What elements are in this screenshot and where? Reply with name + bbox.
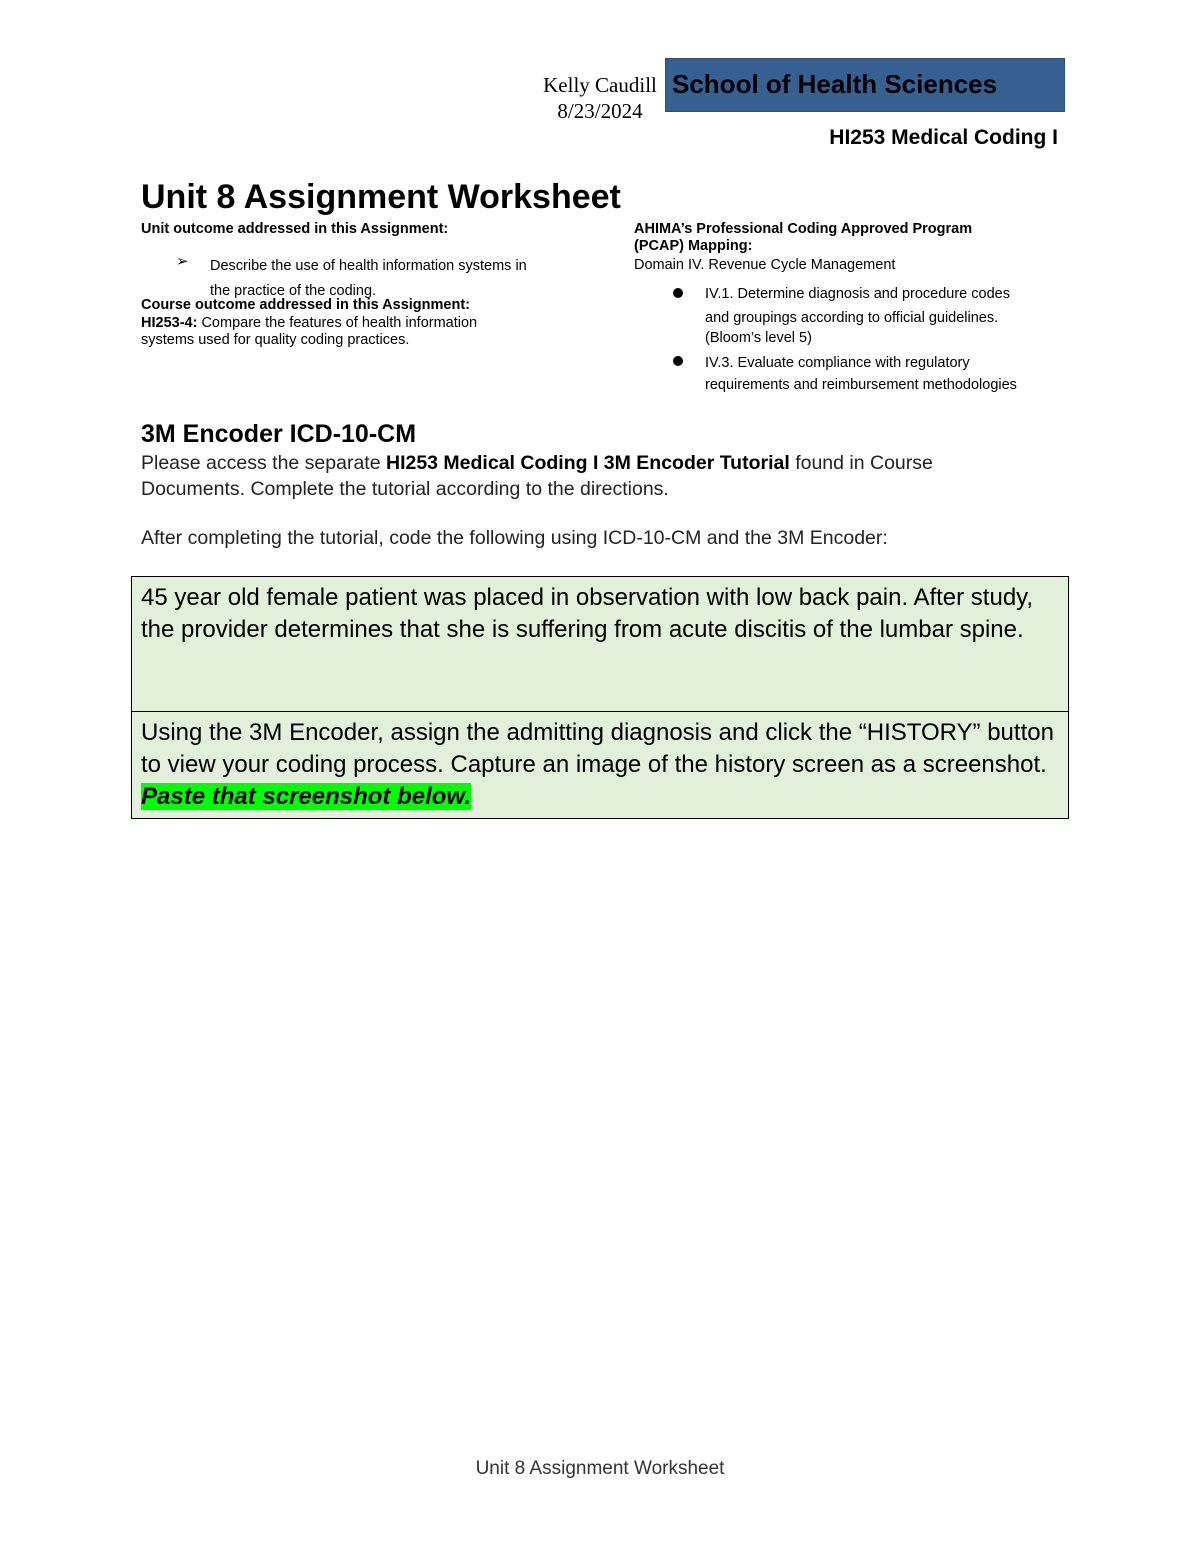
unit-outcome-line1: Describe the use of health information systems in	[210, 258, 527, 274]
author-name: Kelly Caudill	[543, 73, 657, 97]
section-heading: 3M Encoder ICD-10-CM	[141, 420, 417, 448]
intro-line2: Documents. Complete the tutorial according to the directions.	[141, 478, 669, 500]
submission-date: 8/23/2024	[557, 99, 643, 123]
pcap-label-line2: (PCAP) Mapping:	[634, 238, 753, 254]
pcap-item	[705, 284, 1010, 348]
unit-outcome-label: Unit outcome addressed in this Assignment:	[141, 221, 449, 237]
arrow-bullet-icon: ➢	[176, 253, 189, 270]
page-title: Unit 8 Assignment Worksheet	[141, 178, 621, 216]
paste-highlight: Paste that screenshot below.	[141, 783, 471, 810]
pcap-item-line: and groupings according to official guidelines.	[705, 310, 999, 326]
course-outcome-label: Course outcome addressed in this Assignment:	[141, 297, 470, 313]
pcap-label-line1: AHIMA’s Professional Coding Approved Program	[634, 221, 973, 237]
pcap-item-line: requirements and reimbursement methodologies	[705, 377, 1017, 393]
section-instruction: After completing the tutorial, code the following using ICD-10-CM and the 3M Encoder:	[141, 527, 888, 549]
pcap-item-line: (Bloom’s level 5)	[705, 330, 812, 346]
pcap-item	[705, 352, 1017, 396]
unit-outcome-line2: the practice of the coding.	[210, 283, 377, 299]
author-block	[535, 72, 665, 124]
table-row	[132, 712, 1069, 819]
bullet-dot-icon	[673, 288, 683, 298]
bullet-dot-icon	[673, 356, 683, 366]
course-outcome-line2: systems used for quality coding practices.	[141, 332, 410, 348]
pcap-domain: Domain IV. Revenue Cycle Management	[634, 257, 896, 273]
school-banner	[665, 58, 1065, 112]
pcap-item-line: IV.1. Determine diagnosis and procedure codes	[705, 286, 1010, 302]
table-row	[132, 577, 1069, 712]
case-cell: 45 year old female patient was placed in observation with low back pain. After study, the provider determines that she is suffering from acute discitis of the lumbar spine.	[132, 577, 1069, 712]
instruction-text: Using the 3M Encoder, assign the admitting diagnosis and click the “HISTORY” button to view your coding process. Capture an image of the history screen as a screenshot.	[141, 719, 1054, 778]
intro-post: found in Course	[789, 452, 933, 474]
section-intro	[141, 450, 1041, 502]
school-name: School of Health Sciences	[672, 69, 998, 99]
course-outcome-line1: Compare the features of health information	[197, 315, 478, 331]
course-outcome-text	[141, 315, 477, 349]
instruction-cell	[132, 712, 1069, 819]
task-table	[131, 576, 1069, 819]
pcap-item-line: IV.3. Evaluate compliance with regulatory	[705, 355, 970, 371]
page-footer: Unit 8 Assignment Worksheet	[475, 1458, 725, 1479]
intro-pre: Please access the separate	[141, 452, 386, 474]
pcap-label	[634, 221, 972, 255]
course-name: HI253 Medical Coding I	[829, 126, 1058, 149]
course-outcome-code: HI253-4:	[141, 315, 198, 331]
tutorial-title: HI253 Medical Coding I 3M Encoder Tutorial	[385, 452, 790, 474]
